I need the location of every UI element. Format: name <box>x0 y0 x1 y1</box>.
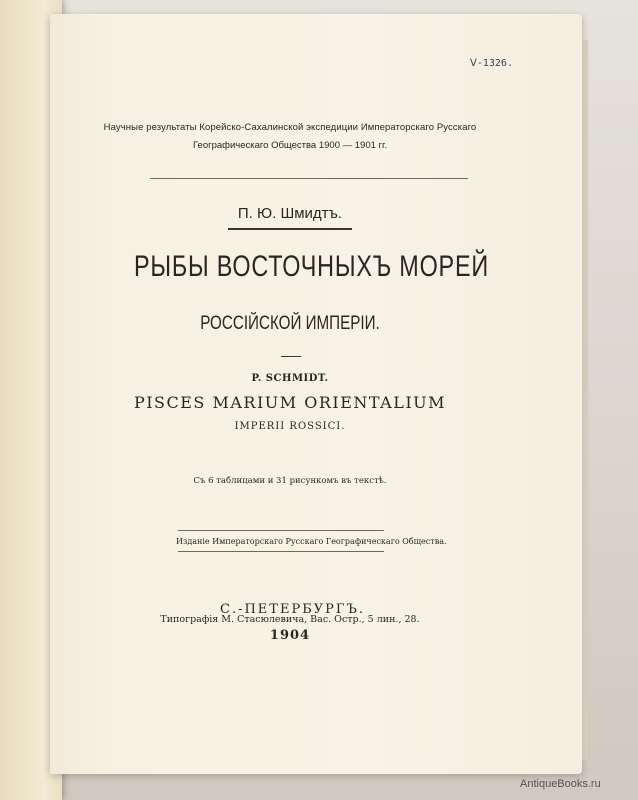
publisher-rule-top <box>178 530 384 531</box>
illustrations-note: Съ 6 таблицами и 31 рисункомъ въ текстѣ. <box>193 476 387 486</box>
title-latin: PISCES MARIUM ORIENTALIUM <box>133 393 447 412</box>
author-latin: P. SCHMIDT. <box>251 373 329 384</box>
publisher-rule-bottom <box>178 551 384 552</box>
shelf-mark: Ⅴ-1326. <box>470 58 513 69</box>
author-underline <box>228 228 352 230</box>
series-title-line-1: Научные результаты Корейско-Сахалинской экспедиции Императорскаго Русскаго <box>103 122 477 133</box>
series-rule <box>150 178 468 179</box>
subtitle-latin: IMPERII ROSSICI. <box>234 421 346 432</box>
series-title-line-2: Географическаго Общества 1900 — 1901 гг. <box>193 140 387 151</box>
author-russian: П. Ю. Шмидтъ. <box>237 205 343 222</box>
subtitle-russian: РОССІЙСКОЙ ИМПЕРІИ. <box>200 313 380 334</box>
imprint-year: 1904 <box>269 628 311 643</box>
imprint-city: С.-ПЕТЕРБУРГЪ. <box>220 602 365 617</box>
publisher-note: Изданіе Императорскаго Русскаго Географическаго Общества. <box>176 537 447 546</box>
title-russian: РЫБЫ ВОСТОЧНЫХЪ МОРЕЙ <box>134 250 489 283</box>
watermark: AntiqueBooks.ru <box>520 778 601 790</box>
divider-rule <box>281 356 301 357</box>
imprint-printer: Типографія М. Стасюлевича, Вас. Остр., 5 лин., 28. <box>160 614 420 625</box>
